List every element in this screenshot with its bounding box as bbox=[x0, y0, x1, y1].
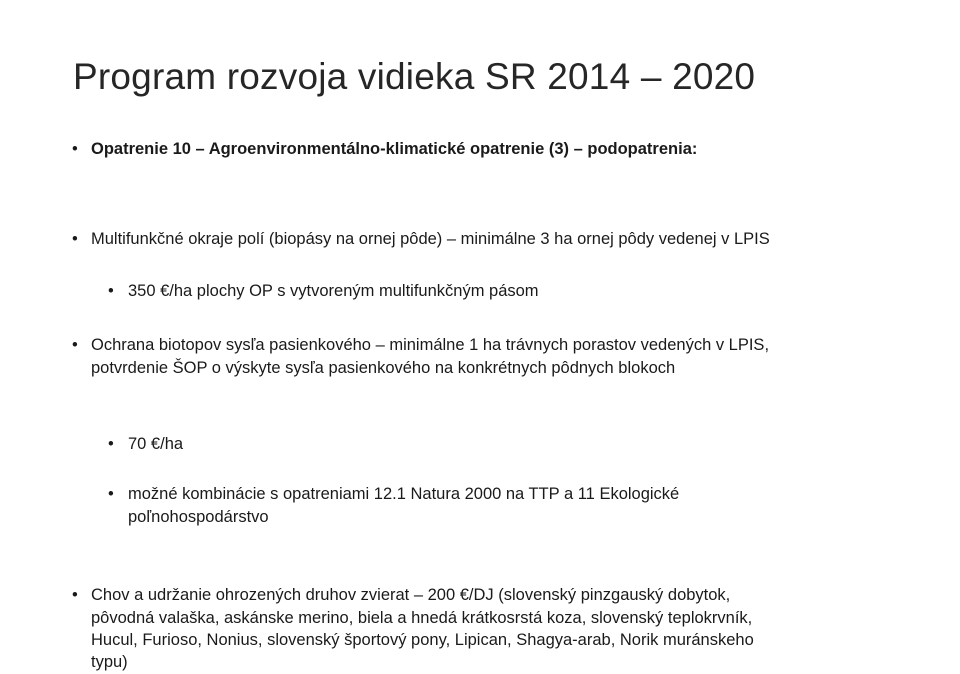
bullet-icon: • bbox=[72, 230, 78, 249]
bullet-heading-text: Opatrenie 10 – Agroenvironmentálno-klimatické opatrenie (3) – podopatrenia: bbox=[91, 140, 698, 158]
subbullet-item-2-1 bbox=[72, 433, 932, 455]
bullet-item-2 bbox=[72, 334, 932, 379]
bullet-item-3-line-4: typu) bbox=[91, 653, 128, 672]
bullet-icon: • bbox=[72, 140, 78, 158]
bullet-icon: • bbox=[108, 435, 114, 454]
bullet-item-1-line-1: Multifunkčné okraje polí (biopásy na ornej pôde) – minimálne 3 ha ornej pôdy vedenej v LPIS bbox=[91, 230, 770, 249]
bullet-icon: • bbox=[72, 336, 78, 355]
bullet-item-2-line-2: potvrdenie ŠOP o výskyte sysľa pasienkového na konkrétnych pôdnych blokoch bbox=[91, 358, 676, 377]
subbullet-item-1-1 bbox=[72, 280, 932, 302]
bullet-icon: • bbox=[108, 485, 114, 504]
slide-content bbox=[72, 0, 932, 672]
bullet-heading bbox=[72, 138, 932, 160]
subbullet-item-1-1-text: 350 €/ha plochy OP s vytvoreným multifunkčným pásom bbox=[128, 281, 539, 300]
bullet-item-3-line-3: Hucul, Furioso, Nonius, slovenský športový pony, Lipican, Shagya-arab, Norik muránskeho bbox=[91, 631, 754, 650]
subbullet-item-2-2-line-2: poľnohospodárstvo bbox=[128, 507, 269, 526]
bullet-item-2-line-1: Ochrana biotopov sysľa pasienkového – minimálne 1 ha trávnych porastov vedených v LPIS, bbox=[91, 336, 770, 355]
bullet-item-3-line-1: Chov a udržanie ohrozených druhov zvierat – 200 €/DJ (slovenský pinzgauský dobytok, bbox=[91, 586, 731, 605]
bullet-item-3 bbox=[72, 584, 932, 674]
bullet-icon: • bbox=[72, 586, 78, 605]
slide-title: Program rozvoja vidieka SR 2014 – 2020 bbox=[73, 56, 756, 97]
bullet-icon: • bbox=[108, 281, 114, 300]
subbullet-item-2-2 bbox=[72, 483, 932, 528]
bullet-item-1 bbox=[72, 228, 932, 250]
subbullet-item-2-1-text: 70 €/ha bbox=[128, 435, 184, 454]
subbullet-item-2-2-line-1: možné kombinácie s opatreniami 12.1 Natura 2000 na TTP a 11 Ekologické bbox=[128, 485, 680, 504]
bullet-item-3-line-2: pôvodná valaška, askánske merino, biela a hnedá krátkosrstá koza, slovenský teplokrvník, bbox=[91, 608, 753, 627]
